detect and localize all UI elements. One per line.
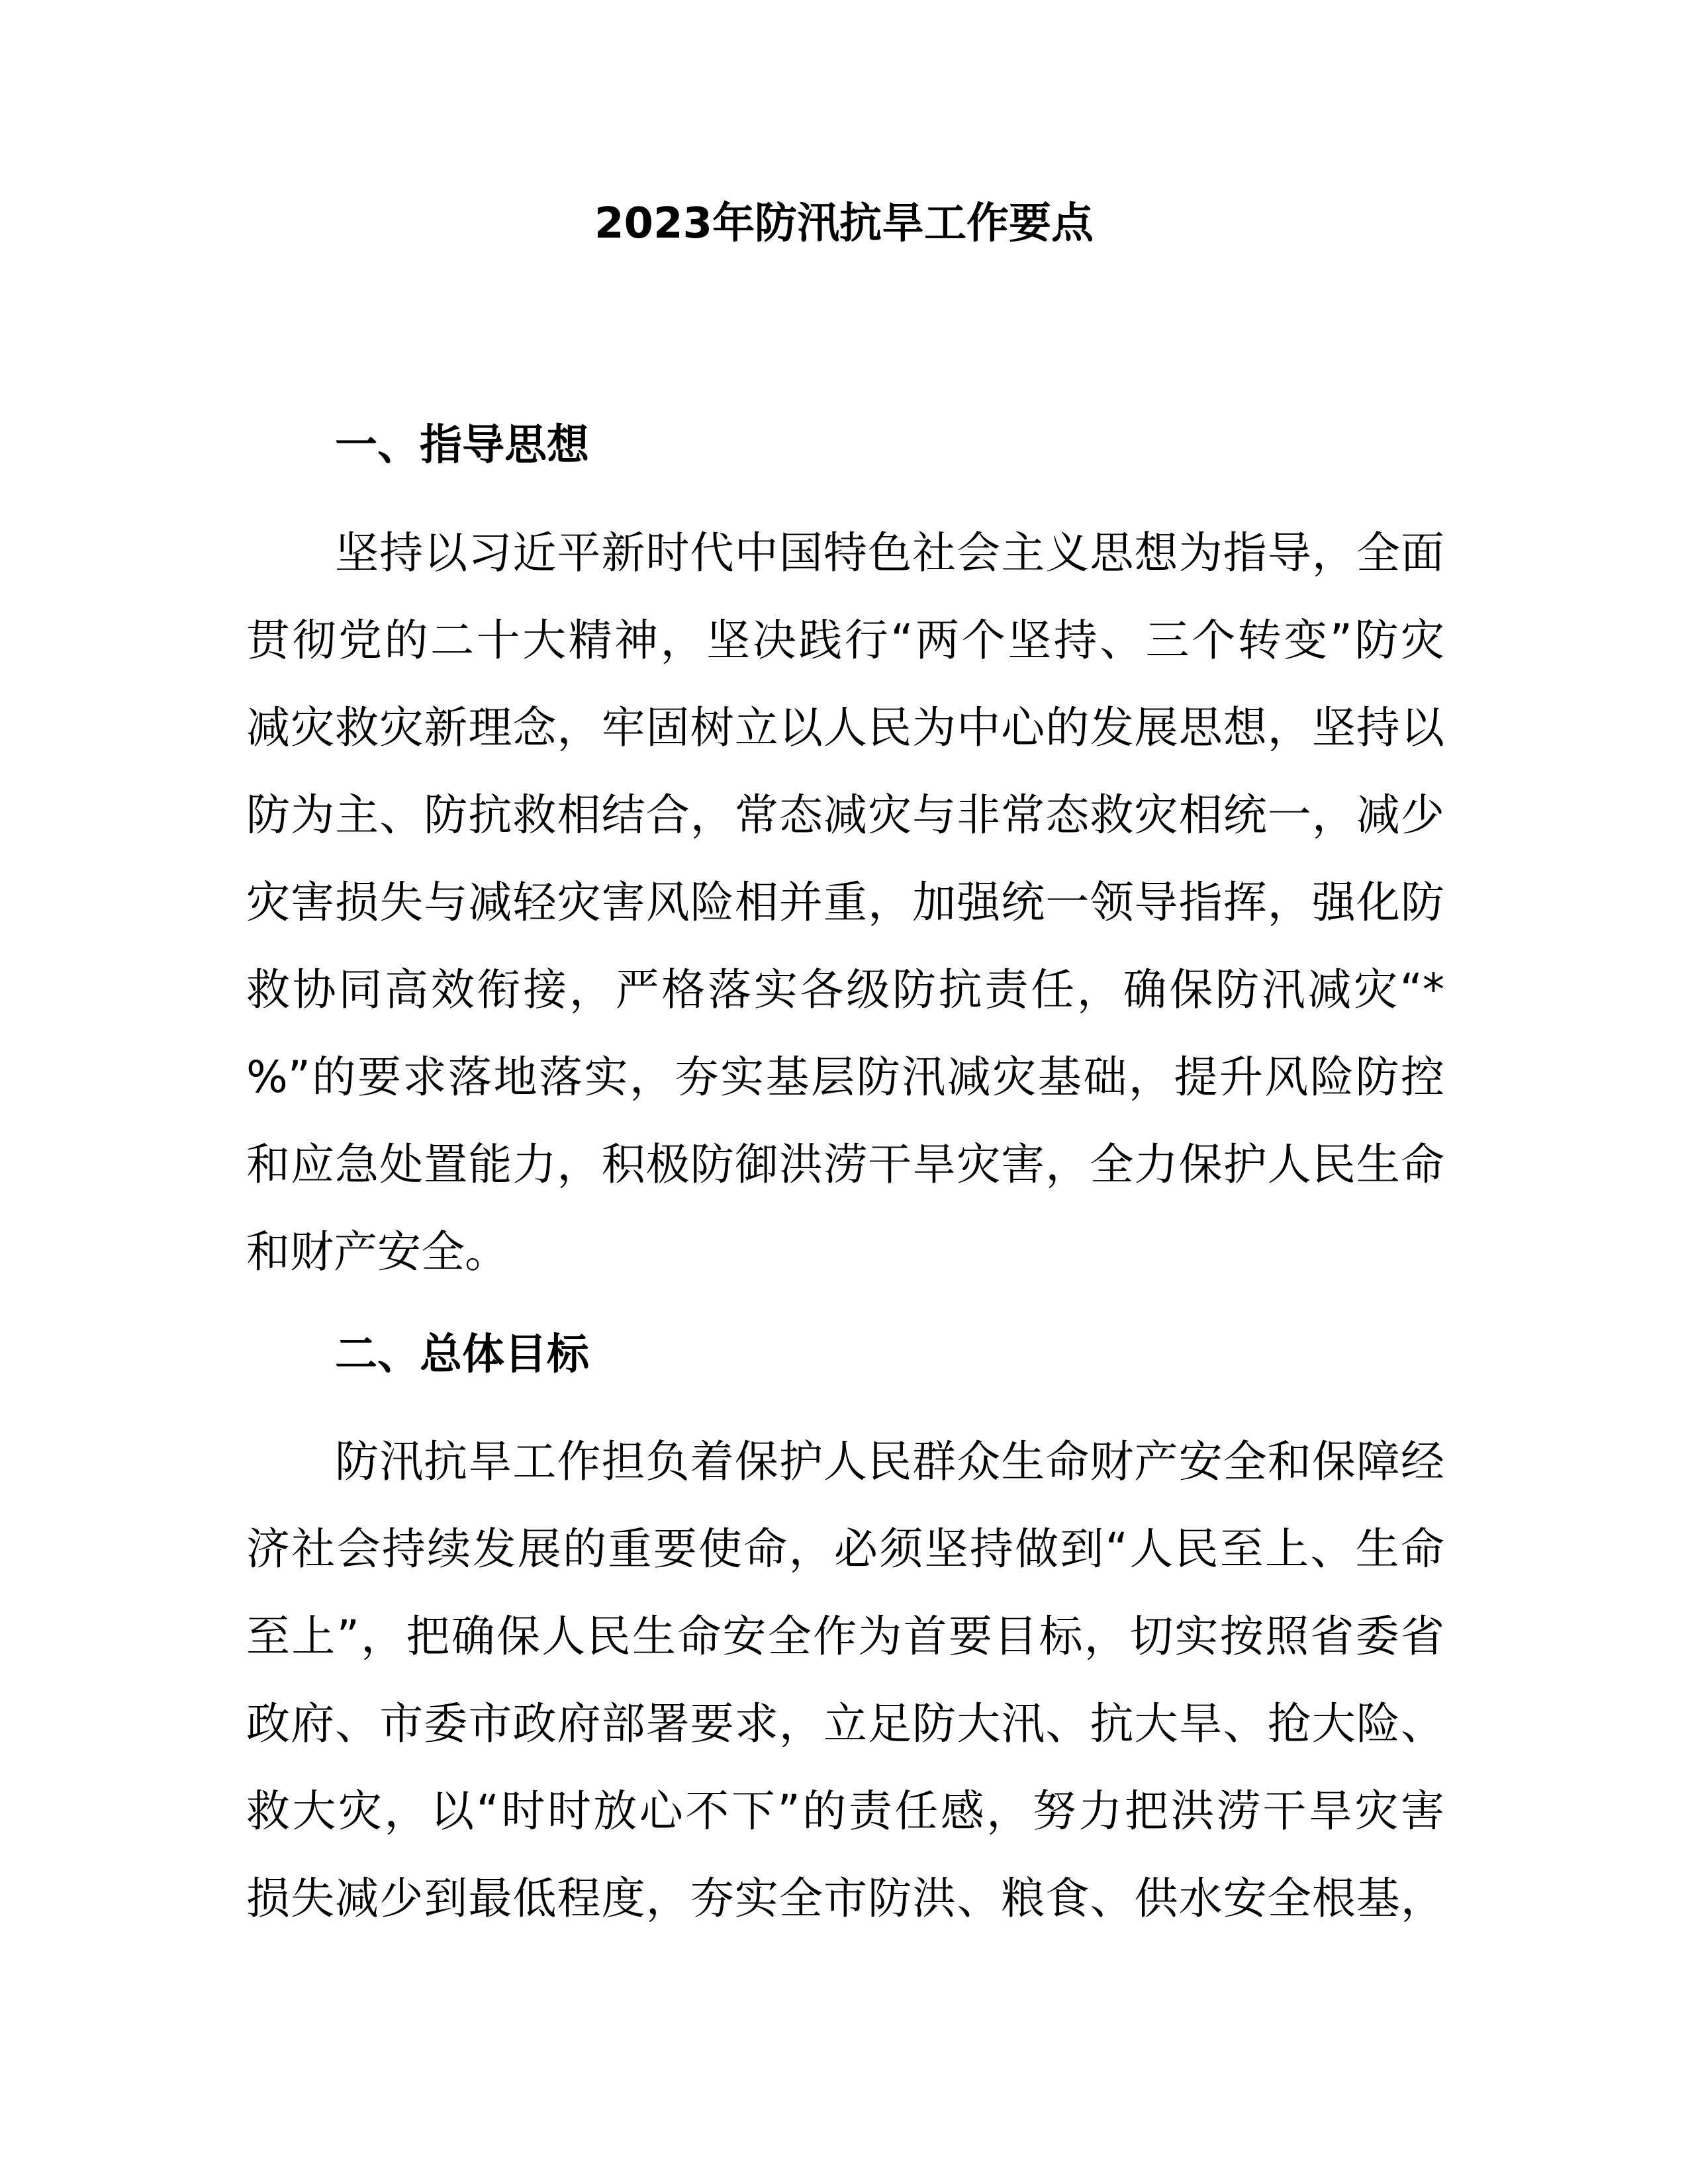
- paragraph-line: 济社会持续发展的重要使命，必须坚持做到“人民至上、生命: [246, 1524, 1444, 1574]
- paragraph-line: %”的要求落地落实，夯实基层防汛减灾基础，提升风险防控: [246, 1052, 1444, 1103]
- paragraph-line: 减灾救灾新理念，牢固树立以人民为中心的发展思想，坚持以: [246, 702, 1444, 753]
- section-heading-guiding-ideology: 一、指导思想: [335, 421, 589, 470]
- paragraph-line: 和财产安全。: [246, 1226, 508, 1277]
- paragraph-line: 救协同高效衔接，严格落实各级防抗责任，确保防汛减灾“*: [246, 964, 1444, 1015]
- paragraph-line: 救大灾，以“时时放心不下”的责任感，努力把洪涝干旱灾害: [246, 1786, 1444, 1837]
- paragraph-line: 灾害损失与减轻灾害风险相并重，加强统一领导指挥，强化防: [246, 877, 1444, 928]
- paragraph-line: 和应急处置能力，积极防御洪涝干旱灾害，全力保护人民生命: [246, 1139, 1444, 1190]
- paragraph-line: 坚持以习近平新时代中国特色社会主义思想为指导，全面: [335, 527, 1444, 578]
- paragraph-line: 损失减少到最低程度，夯实全市防洪、粮食、供水安全根基，: [246, 1873, 1444, 1924]
- paragraph-line: 防汛抗旱工作担负着保护人民群众生命财产安全和保障经: [335, 1436, 1444, 1487]
- paragraph-line: 至上”，把确保人民生命安全作为首要目标，切实按照省委省: [246, 1611, 1444, 1662]
- paragraph-line: 防为主、防抗救相结合，常态减灾与非常态救灾相统一，减少: [246, 790, 1444, 841]
- section-heading-overall-goals: 二、总体目标: [335, 1330, 589, 1379]
- paragraph-line: 贯彻党的二十大精神，坚决践行“两个坚持、三个转变”防灾: [246, 615, 1444, 666]
- document-title: 2023年防汛抗旱工作要点: [594, 199, 1094, 248]
- paragraph-line: 政府、市委市政府部署要求，立足防大汛、抗大旱、抢大险、: [246, 1698, 1444, 1749]
